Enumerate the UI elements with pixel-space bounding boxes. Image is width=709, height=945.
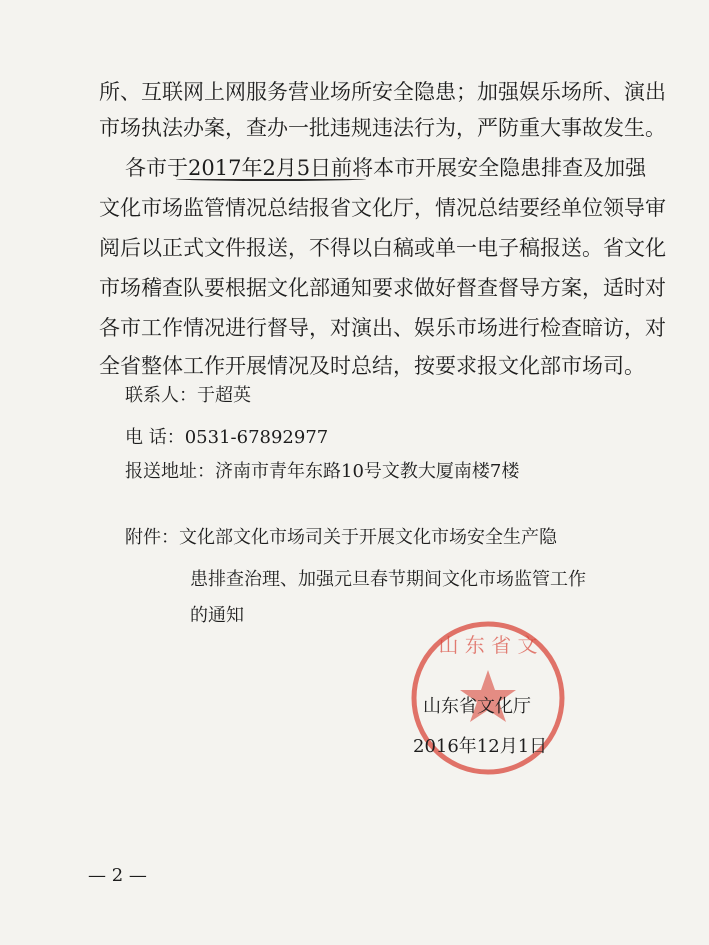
attachment-line-3: 的通知: [190, 605, 244, 626]
page-number: — 2 —: [88, 865, 147, 886]
body-line-1: 所、互联网上网服务营业场所安全隐患；加强娱乐场所、演出: [99, 80, 666, 104]
contact-phone: 电 话：0531-67892977: [125, 427, 329, 448]
handwritten-underline: [176, 177, 366, 181]
body-line-7: 各市工作情况进行督导，对演出、娱乐市场进行检查暗访，对: [99, 316, 666, 340]
body-line-2: 市场执法办案，查办一批违规违法行为，严防重大事故发生。: [99, 116, 666, 140]
body-line-3: 各市于2017年2月5日前将本市开展安全隐患排查及加强: [125, 156, 647, 180]
attachment-line-1: 附件：文化部文化市场司关于开展文化市场安全生产隐: [125, 527, 557, 548]
body-line-8: 全省整体工作开展情况及时总结，按要求报文化部市场司。: [99, 354, 645, 378]
signature-organization: 山东省文化厅: [423, 696, 531, 717]
body-line-4: 文化市场监管情况总结报省文化厅，情况总结要经单位领导审: [99, 196, 666, 220]
svg-text:山 东 省 文: 山 东 省 文: [438, 633, 538, 657]
body-line-6: 市场稽查队要根据文化部通知要求做好督查督导方案，适时对: [99, 276, 666, 300]
contact-address: 报送地址：济南市青年东路10号文教大厦南楼7楼: [125, 461, 520, 482]
body-line-5: 阅后以正式文件报送，不得以白稿或单一电子稿报送。省文化: [99, 236, 666, 260]
signature-date: 2016年12月1日: [413, 736, 548, 757]
contact-person: 联系人：于超英: [125, 385, 251, 406]
attachment-line-2: 患排查治理、加强元旦春节期间文化市场监管工作: [190, 569, 586, 590]
